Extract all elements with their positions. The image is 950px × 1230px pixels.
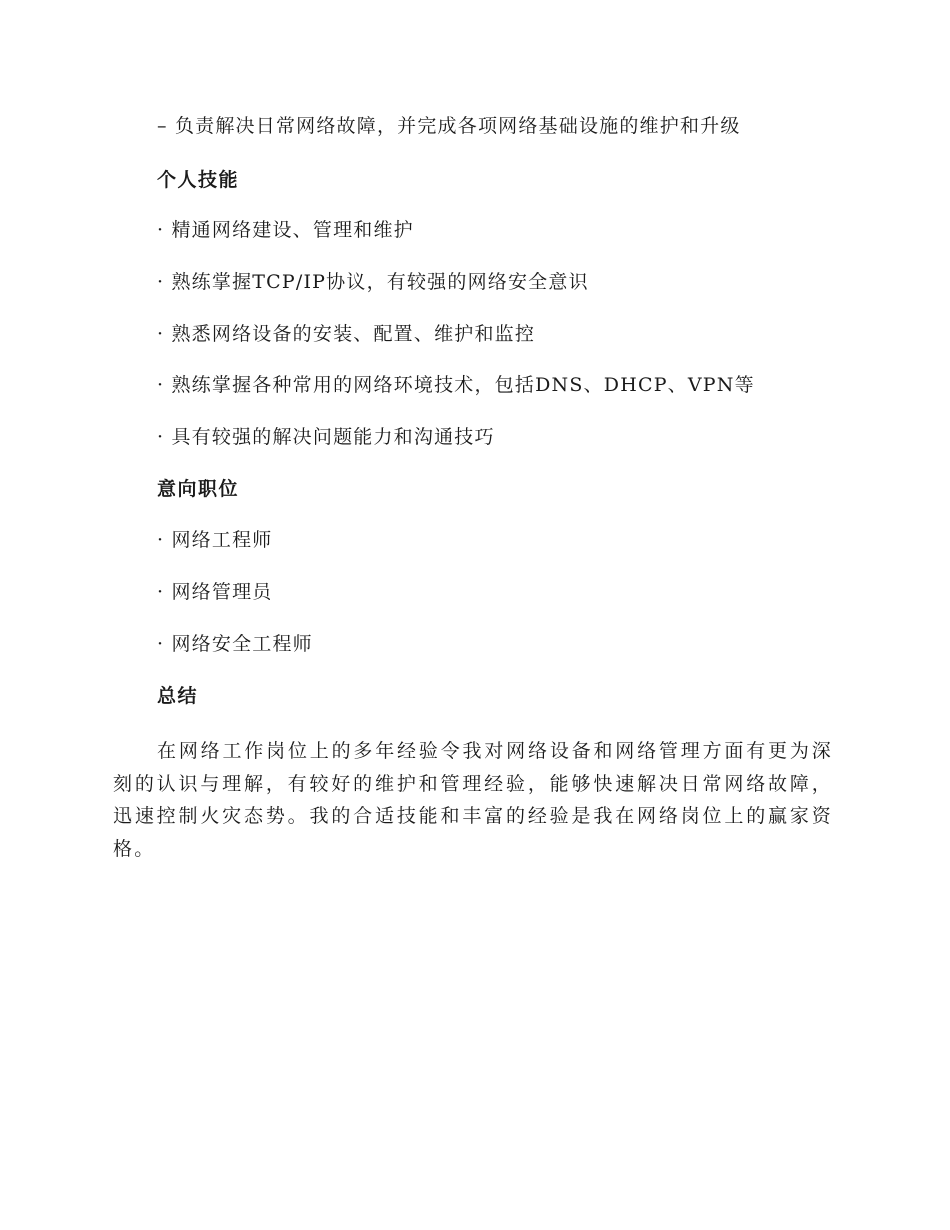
summary-heading: 总结 [157,685,199,707]
position-item: · 网络工程师 [157,529,273,551]
skill-item: · 精通网络建设、管理和维护 [157,219,414,241]
position-item: · 网络安全工程师 [157,633,313,655]
skill-item: · 熟练掌握TCP/IP协议，有较强的网络安全意识 [157,271,589,293]
skill-item: · 熟悉网络设备的安装、配置、维护和监控 [157,323,536,345]
skills-heading: 个人技能 [157,169,240,191]
skill-item: · 熟练掌握各种常用的网络环境技术，包括DNS、DHCP、VPN等 [157,374,755,396]
position-item: · 网络管理员 [157,581,273,603]
positions-heading: 意向职位 [157,478,240,500]
summary-paragraph: 在网络工作岗位上的多年经验令我对网络设备和网络管理方面有更为深刻的认识与理解，有较好的维护和管理经验，能够快速解决日常网络故障，迅速控制火灾态势。我的合适技能和丰富的经验是我在网络岗位上的赢家资格。 [113,740,833,860]
experience-duty-line: – 负责解决日常网络故障，并完成各项网络基础设施的维护和升级 [157,115,741,137]
skill-item: · 具有较强的解决问题能力和沟通技巧 [157,426,495,448]
